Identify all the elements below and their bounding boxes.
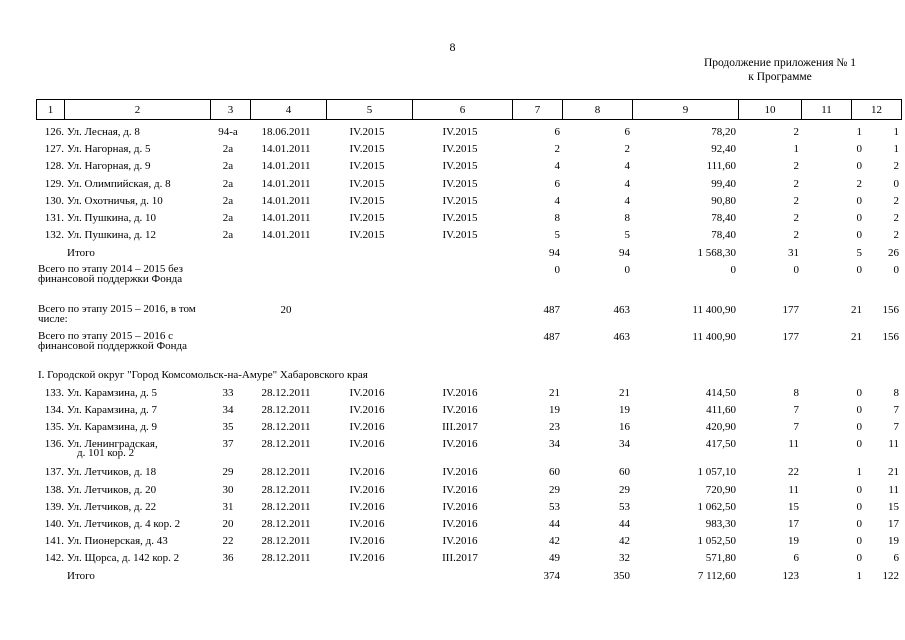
cell-c6: IV.2015 — [442, 143, 478, 155]
summary-c7: 0 — [554, 264, 560, 276]
summary-c8: 463 — [613, 304, 630, 316]
cell-c11: 0 — [856, 552, 862, 564]
address-cell: Ул. Щорса, д. 142 кор. 2 — [67, 552, 180, 564]
total-c8: 94 — [619, 247, 630, 259]
cell-c8: 4 — [624, 160, 630, 172]
header-col-9: 9 — [633, 100, 739, 120]
cell-c4: 28.12.2011 — [261, 438, 311, 450]
cell-c10: 2 — [793, 178, 799, 190]
cell-c3: 2а — [222, 212, 234, 224]
cell-c9: 1 057,10 — [697, 466, 736, 478]
cell-c7: 6 — [554, 126, 560, 138]
cell-c7: 4 — [554, 160, 560, 172]
cell-c11: 0 — [856, 421, 862, 433]
section-title: I. Городской округ "Город Комсомольск-на-Амуре" Хабаровского края — [38, 369, 368, 381]
table-row — [36, 387, 899, 403]
summary-c7: 487 — [543, 331, 560, 343]
address-cell: Ул. Пионерская, д. 43 — [67, 535, 168, 547]
cell-c6: IV.2016 — [442, 466, 478, 478]
address-cell: Ул. Пушкина, д. 10 — [67, 212, 157, 224]
table-row — [36, 229, 899, 245]
cell-c3: 35 — [222, 421, 234, 433]
total-c12: 122 — [882, 570, 899, 582]
summary-c10: 177 — [782, 331, 799, 343]
summary-c11: 0 — [856, 264, 862, 276]
cell-c4: 28.12.2011 — [261, 421, 311, 433]
table-row — [36, 404, 899, 420]
cell-c6: IV.2016 — [442, 387, 478, 399]
row-number: 142. — [44, 552, 64, 564]
summary-c10: 177 — [782, 304, 799, 316]
cell-c4: 14.01.2011 — [261, 178, 311, 190]
row-number: 138. — [44, 484, 64, 496]
cell-c11: 1 — [856, 126, 862, 138]
cell-c5: IV.2016 — [349, 466, 385, 478]
cell-c3: 29 — [222, 466, 234, 478]
cell-c12: 2 — [893, 229, 899, 241]
cell-c4: 28.12.2011 — [261, 552, 311, 564]
cell-c11: 0 — [856, 229, 862, 241]
cell-c3: 33 — [222, 387, 234, 399]
cell-c7: 23 — [549, 421, 560, 433]
table-row — [36, 178, 899, 194]
row-number: 140. — [44, 518, 64, 530]
cell-c8: 6 — [624, 126, 630, 138]
cell-c5: IV.2016 — [349, 518, 385, 530]
cell-c6: III.2017 — [442, 552, 478, 564]
cell-c7: 2 — [554, 143, 560, 155]
summary-c10: 0 — [793, 264, 799, 276]
cell-c3: 2а — [222, 195, 234, 207]
cell-c6: IV.2015 — [442, 160, 478, 172]
row-number: 126. — [44, 126, 64, 138]
summary-c8: 0 — [624, 264, 630, 276]
cell-c10: 2 — [793, 212, 799, 224]
cell-c4: 28.12.2011 — [261, 501, 311, 513]
cell-c8: 29 — [619, 484, 630, 496]
cell-c9: 411,60 — [706, 404, 736, 416]
cell-c3: 30 — [222, 484, 234, 496]
row-number: 139. — [44, 501, 64, 513]
cell-c11: 1 — [856, 466, 862, 478]
cell-c8: 53 — [619, 501, 630, 513]
cell-c10: 15 — [788, 501, 799, 513]
cell-c10: 2 — [793, 195, 799, 207]
cell-c4: 28.12.2011 — [261, 466, 311, 478]
cell-c4: 14.01.2011 — [261, 212, 311, 224]
cell-c9: 720,90 — [705, 484, 736, 496]
cell-c6: IV.2015 — [442, 195, 478, 207]
cell-c6: IV.2015 — [442, 229, 478, 241]
cell-c5: IV.2015 — [349, 143, 385, 155]
cell-c5: IV.2015 — [349, 178, 385, 190]
address-cell: Ул. Летчиков, д. 22 — [67, 501, 157, 513]
table-row — [36, 212, 899, 228]
cell-c8: 60 — [619, 466, 630, 478]
cell-c11: 0 — [856, 501, 862, 513]
address-cell: Ул. Летчиков, д. 4 кор. 2 — [67, 518, 181, 530]
cell-c7: 42 — [549, 535, 560, 547]
summary-row — [36, 263, 899, 298]
cell-c7: 29 — [549, 484, 560, 496]
summary-row — [36, 330, 899, 365]
cell-c9: 78,20 — [711, 126, 736, 138]
cell-c12: 2 — [893, 212, 899, 224]
cell-c6: IV.2016 — [442, 535, 478, 547]
cell-c12: 21 — [888, 466, 899, 478]
table-row — [36, 484, 899, 500]
cell-c3: 37 — [222, 438, 234, 450]
cell-c9: 414,50 — [705, 387, 736, 399]
summary-c11: 21 — [851, 304, 862, 316]
table-row — [36, 438, 899, 459]
cell-c4: 18.06.2011 — [261, 126, 311, 138]
cell-c6: IV.2016 — [442, 404, 478, 416]
cell-c4: 28.12.2011 — [261, 484, 311, 496]
cell-c11: 0 — [856, 212, 862, 224]
cell-c3: 22 — [222, 535, 234, 547]
summary-c9: 11 400,90 — [692, 331, 736, 343]
cell-c11: 0 — [856, 535, 862, 547]
cell-c9: 417,50 — [705, 438, 736, 450]
summary-label: Всего по этапу 2015 – 2016, в том числе: — [38, 303, 196, 325]
cell-c11: 0 — [856, 143, 862, 155]
address-cell: Ул. Ленинградская, — [67, 438, 158, 450]
cell-c6: IV.2015 — [442, 178, 478, 190]
cell-c10: 11 — [788, 484, 799, 496]
total-c9: 7 112,60 — [697, 570, 736, 582]
section-heading — [36, 369, 870, 385]
continuation-line-2: к Программе — [748, 71, 812, 83]
table-row — [36, 195, 899, 211]
cell-c6: IV.2016 — [442, 501, 478, 513]
address-cell: Ул. Нагорная, д. 5 — [67, 143, 151, 155]
cell-c10: 2 — [793, 229, 799, 241]
address-cell: Ул. Охотничья, д. 10 — [67, 195, 163, 207]
cell-c3: 34 — [222, 404, 234, 416]
total-c7: 94 — [549, 247, 560, 259]
cell-c6: IV.2015 — [442, 126, 478, 138]
cell-c8: 8 — [624, 212, 630, 224]
header-col-4: 4 — [251, 100, 327, 120]
cell-c8: 32 — [619, 552, 630, 564]
cell-c7: 19 — [549, 404, 560, 416]
cell-c8: 4 — [624, 195, 630, 207]
cell-c3: 2а — [222, 160, 234, 172]
cell-c11: 0 — [856, 160, 862, 172]
cell-c11: 0 — [856, 438, 862, 450]
cell-c5: IV.2015 — [349, 195, 385, 207]
total-c7: 374 — [543, 570, 560, 582]
cell-c12: 11 — [888, 438, 899, 450]
continuation-note — [660, 56, 900, 84]
summary-c12: 0 — [893, 264, 899, 276]
cell-c12: 1 — [893, 143, 899, 155]
row-number: 132. — [44, 229, 64, 241]
cell-c8: 16 — [619, 421, 630, 433]
cell-c7: 53 — [549, 501, 560, 513]
row-number: 133. — [44, 387, 64, 399]
summary-label: Всего по этапу 2015 – 2016 с финансовой поддержкой Фонда — [38, 330, 188, 352]
cell-c12: 7 — [893, 404, 899, 416]
cell-c7: 49 — [549, 552, 560, 564]
address-cell: Ул. Лесная, д. 8 — [67, 126, 140, 138]
header-col-5: 5 — [327, 100, 413, 120]
cell-c6: IV.2016 — [442, 518, 478, 530]
cell-c9: 99,40 — [711, 178, 736, 190]
cell-c8: 44 — [619, 518, 630, 530]
cell-c7: 34 — [549, 438, 560, 450]
row-number: 136. — [44, 438, 64, 450]
header-col-1: 1 — [37, 100, 65, 120]
table-row — [36, 535, 899, 551]
row-number: 127. — [44, 143, 64, 155]
cell-c12: 11 — [888, 484, 899, 496]
cell-c9: 92,40 — [711, 143, 736, 155]
cell-c3: 2а — [222, 229, 234, 241]
cell-c8: 5 — [624, 229, 630, 241]
row-number: 130. — [44, 195, 64, 207]
total-c11: 1 — [856, 570, 862, 582]
cell-c9: 420,90 — [705, 421, 736, 433]
cell-c10: 7 — [793, 404, 799, 416]
row-number: 128. — [44, 160, 64, 172]
row-number: 131. — [44, 212, 64, 224]
cell-c12: 15 — [888, 501, 899, 513]
address-cell: Ул. Летчиков, д. 20 — [67, 484, 157, 496]
cell-c12: 19 — [888, 535, 899, 547]
total-c9: 1 568,30 — [697, 247, 736, 259]
cell-c3: 94-а — [218, 126, 238, 138]
header-col-12: 12 — [852, 100, 902, 120]
summary-c12: 156 — [882, 331, 899, 343]
continuation-line-1: Продолжение приложения № 1 — [703, 57, 857, 69]
cell-c9: 1 052,50 — [697, 535, 736, 547]
header-col-2: 2 — [65, 100, 211, 120]
cell-c3: 2а — [222, 143, 234, 155]
cell-c9: 78,40 — [711, 229, 736, 241]
cell-c5: IV.2015 — [349, 160, 385, 172]
cell-c4: 28.12.2011 — [261, 535, 311, 547]
cell-c8: 2 — [624, 143, 630, 155]
row-number: 134. — [44, 404, 64, 416]
summary-c9: 0 — [730, 264, 736, 276]
page-number: 8 — [449, 40, 456, 54]
cell-c11: 0 — [856, 404, 862, 416]
total-row — [36, 570, 899, 586]
address-cell-continued: д. 101 кор. 2 — [77, 447, 135, 459]
total-c11: 5 — [856, 247, 862, 259]
cell-c5: IV.2015 — [349, 212, 385, 224]
table-row — [36, 518, 899, 534]
cell-c5: IV.2016 — [349, 387, 385, 399]
cell-c7: 44 — [549, 518, 560, 530]
cell-c3: 36 — [222, 552, 234, 564]
cell-c12: 7 — [893, 421, 899, 433]
table-row — [36, 143, 899, 159]
cell-c12: 1 — [893, 126, 899, 138]
summary-c11: 21 — [851, 331, 862, 343]
cell-c3: 31 — [222, 501, 234, 513]
cell-c12: 8 — [893, 387, 899, 399]
header-col-8: 8 — [563, 100, 633, 120]
cell-c9: 571,80 — [705, 552, 736, 564]
cell-c6: III.2017 — [442, 421, 478, 433]
cell-c5: IV.2016 — [349, 438, 385, 450]
cell-c6: IV.2015 — [442, 212, 478, 224]
cell-c4: 14.01.2011 — [261, 195, 311, 207]
cell-c7: 60 — [549, 466, 560, 478]
total-c8: 350 — [613, 570, 630, 582]
total-label: Итого — [67, 570, 95, 582]
address-cell: Ул. Олимпийская, д. 8 — [67, 178, 171, 190]
cell-c10: 8 — [793, 387, 799, 399]
header-col-7: 7 — [513, 100, 563, 120]
table-row — [36, 552, 899, 568]
cell-c4: 14.01.2011 — [261, 160, 311, 172]
total-c10: 123 — [782, 570, 799, 582]
total-row — [36, 247, 899, 263]
cell-c12: 2 — [893, 195, 899, 207]
header-col-3: 3 — [211, 100, 251, 120]
cell-c4: 28.12.2011 — [261, 518, 311, 530]
cell-c10: 22 — [788, 466, 799, 478]
cell-c10: 7 — [793, 421, 799, 433]
table-row — [36, 160, 899, 176]
summary-label: Всего по этапу 2014 – 2015 без финансовой поддержки Фонда — [38, 263, 183, 285]
cell-c11: 0 — [856, 387, 862, 399]
cell-c10: 2 — [793, 126, 799, 138]
cell-c11: 0 — [856, 195, 862, 207]
cell-c3: 20 — [222, 518, 234, 530]
table-row — [36, 421, 899, 437]
cell-c6: IV.2016 — [442, 484, 478, 496]
cell-c12: 0 — [893, 178, 899, 190]
cell-c7: 6 — [554, 178, 560, 190]
total-label: Итого — [67, 247, 95, 259]
header-col-10: 10 — [739, 100, 802, 120]
cell-c10: 19 — [788, 535, 799, 547]
cell-c5: IV.2016 — [349, 484, 385, 496]
cell-c11: 0 — [856, 518, 862, 530]
cell-c5: IV.2015 — [349, 126, 385, 138]
header-col-11: 11 — [802, 100, 852, 120]
column-number-header — [36, 99, 902, 120]
cell-c10: 1 — [793, 143, 799, 155]
cell-c7: 8 — [554, 212, 560, 224]
address-cell: Ул. Нагорная, д. 9 — [67, 160, 151, 172]
cell-c10: 2 — [793, 160, 799, 172]
table-row — [36, 501, 899, 517]
summary-c8: 463 — [613, 331, 630, 343]
cell-c10: 17 — [788, 518, 799, 530]
row-number: 129. — [44, 178, 64, 190]
table-row — [36, 126, 899, 142]
cell-c11: 0 — [856, 484, 862, 496]
cell-c4: 28.12.2011 — [261, 387, 311, 399]
cell-c8: 21 — [619, 387, 630, 399]
cell-c5: IV.2016 — [349, 535, 385, 547]
cell-c10: 6 — [793, 552, 799, 564]
cell-c9: 78,40 — [711, 212, 736, 224]
table-row — [36, 466, 899, 482]
cell-c4: 28.12.2011 — [261, 404, 311, 416]
cell-c5: IV.2016 — [349, 552, 385, 564]
cell-c8: 34 — [619, 438, 630, 450]
cell-c9: 1 062,50 — [697, 501, 736, 513]
summary-c9: 11 400,90 — [692, 304, 736, 316]
cell-c9: 90,80 — [711, 195, 736, 207]
cell-c4: 14.01.2011 — [261, 229, 311, 241]
row-number: 137. — [44, 466, 64, 478]
address-cell: Ул. Летчиков, д. 18 — [67, 466, 157, 478]
cell-c8: 19 — [619, 404, 630, 416]
cell-c9: 983,30 — [705, 518, 736, 530]
cell-c5: IV.2016 — [349, 421, 385, 433]
cell-c12: 2 — [893, 160, 899, 172]
address-cell: Ул. Пушкина, д. 12 — [67, 229, 157, 241]
row-number: 141. — [44, 535, 64, 547]
cell-c7: 4 — [554, 195, 560, 207]
cell-c8: 42 — [619, 535, 630, 547]
address-cell: Ул. Карамзина, д. 7 — [67, 404, 158, 416]
summary-c12: 156 — [882, 304, 899, 316]
header-col-6: 6 — [413, 100, 513, 120]
total-c12: 26 — [888, 247, 899, 259]
cell-c8: 4 — [624, 178, 630, 190]
summary-value: 20 — [280, 304, 292, 316]
row-number: 135. — [44, 421, 64, 433]
address-cell: Ул. Карамзина, д. 9 — [67, 421, 158, 433]
cell-c5: IV.2016 — [349, 501, 385, 513]
cell-c12: 17 — [888, 518, 899, 530]
cell-c10: 11 — [788, 438, 799, 450]
cell-c11: 2 — [856, 178, 862, 190]
cell-c4: 14.01.2011 — [261, 143, 311, 155]
cell-c12: 6 — [893, 552, 899, 564]
cell-c7: 21 — [549, 387, 560, 399]
cell-c6: IV.2016 — [442, 438, 478, 450]
address-cell: Ул. Карамзина, д. 5 — [67, 387, 158, 399]
summary-c7: 487 — [543, 304, 560, 316]
total-c10: 31 — [788, 247, 799, 259]
cell-c9: 111,60 — [706, 160, 736, 172]
cell-c5: IV.2016 — [349, 404, 385, 416]
cell-c3: 2а — [222, 178, 234, 190]
cell-c7: 5 — [554, 229, 560, 241]
cell-c5: IV.2015 — [349, 229, 385, 241]
